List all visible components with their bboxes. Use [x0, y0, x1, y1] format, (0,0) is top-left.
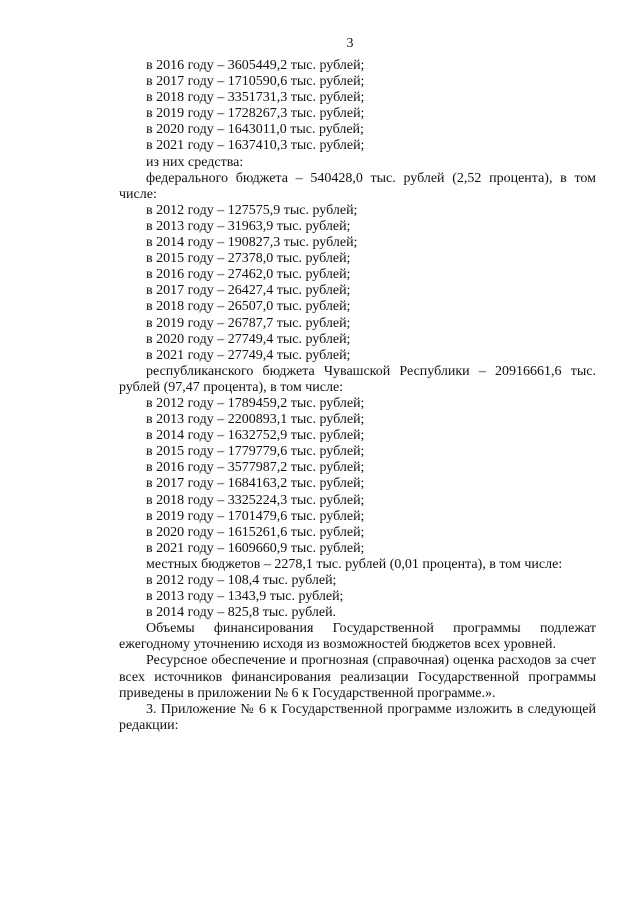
republic-funding-line: в 2015 году – 1779779,6 тыс. рублей;: [146, 444, 365, 460]
federal-funding-line: в 2014 году – 190827,3 тыс. рублей;: [146, 235, 358, 251]
federal-funding-line: в 2020 году – 27749,4 тыс. рублей;: [146, 331, 351, 347]
document-body: [119, 58, 596, 734]
republic-funding-line: в 2014 году – 1632752,9 тыс. рублей;: [146, 428, 365, 444]
annual-update-paragraph: Объемы финансирования Государственной программы подлежат ежегодному уточнению исходя из возможностей бюджетов всех уровней.: [119, 621, 596, 653]
local-funding-line: в 2012 году – 108,4 тыс. рублей;: [146, 573, 337, 588]
republic-funding-line: в 2020 году – 1615261,6 тыс. рублей;: [146, 524, 365, 540]
funding-line: в 2021 году – 1637410,3 тыс. рублей;: [146, 138, 365, 154]
federal-funding-line: в 2017 году – 26427,4 тыс. рублей;: [146, 283, 351, 299]
funding-line: в 2016 году – 3605449,2 тыс. рублей;: [146, 58, 365, 73]
republic-funding-line: в 2018 году – 3325224,3 тыс. рублей;: [146, 492, 365, 508]
federal-funding-line: в 2013 году – 31963,9 тыс. рублей;: [146, 218, 351, 234]
republic-funding-line: в 2017 году – 1684163,2 тыс. рублей;: [146, 476, 365, 492]
republic-funding-line: в 2012 году – 1789459,2 тыс. рублей;: [146, 395, 365, 411]
funding-line: в 2017 году – 1710590,6 тыс. рублей;: [146, 74, 365, 90]
republic-funding-line: в 2021 году – 1609660,9 тыс. рублей;: [146, 540, 365, 556]
funding-line: в 2019 году – 1728267,3 тыс. рублей;: [146, 106, 365, 122]
federal-funding-line: в 2015 году – 27378,0 тыс. рублей;: [146, 251, 351, 267]
item-3-paragraph: 3. Приложение № 6 к Государственной программе изложить в следующей редакции:: [119, 701, 596, 733]
republic-funding-line: в 2019 году – 1701479,6 тыс. рублей;: [146, 508, 365, 524]
federal-funding-line: в 2021 году – 27749,4 тыс. рублей;: [146, 347, 351, 363]
local-funding-line: в 2014 году – 825,8 тыс. рублей.: [146, 605, 337, 621]
republic-funding-line: в 2016 году – 3577987,2 тыс. рублей;: [146, 460, 365, 476]
funding-line: в 2020 году – 1643011,0 тыс. рублей;: [146, 122, 364, 138]
resource-support-paragraph: Ресурсное обеспечение и прогнозная (справочная) оценка расходов за счет всех источников финансирования реализации Государственной программы приведены в приложении № 6 к Государственной программе.».: [119, 653, 596, 701]
republic-funding-line: в 2013 году – 2200893,1 тыс. рублей;: [146, 412, 365, 428]
federal-budget-paragraph: федерального бюджета – 540428,0 тыс. рублей (2,52 процента), в том числе:: [119, 170, 596, 202]
page-number: 3: [346, 36, 354, 51]
federal-funding-line: в 2019 году – 26787,7 тыс. рублей;: [146, 315, 351, 331]
federal-funding-line: в 2012 году – 127575,9 тыс. рублей;: [146, 202, 358, 218]
republic-budget-paragraph: республиканского бюджета Чувашской Республики – 20916661,6 тыс. рублей (97,47 процента), в том числе:: [119, 363, 596, 395]
funding-sources-heading: из них средства:: [146, 154, 244, 170]
funding-line: в 2018 году – 3351731,3 тыс. рублей;: [146, 90, 365, 106]
federal-funding-line: в 2016 году – 27462,0 тыс. рублей;: [146, 267, 351, 283]
local-funding-line: в 2013 году – 1343,9 тыс. рублей;: [146, 589, 344, 605]
federal-funding-line: в 2018 году – 26507,0 тыс. рублей;: [146, 299, 351, 315]
local-budget-paragraph: местных бюджетов – 2278,1 тыс. рублей (0,01 процента), в том числе:: [146, 556, 563, 572]
